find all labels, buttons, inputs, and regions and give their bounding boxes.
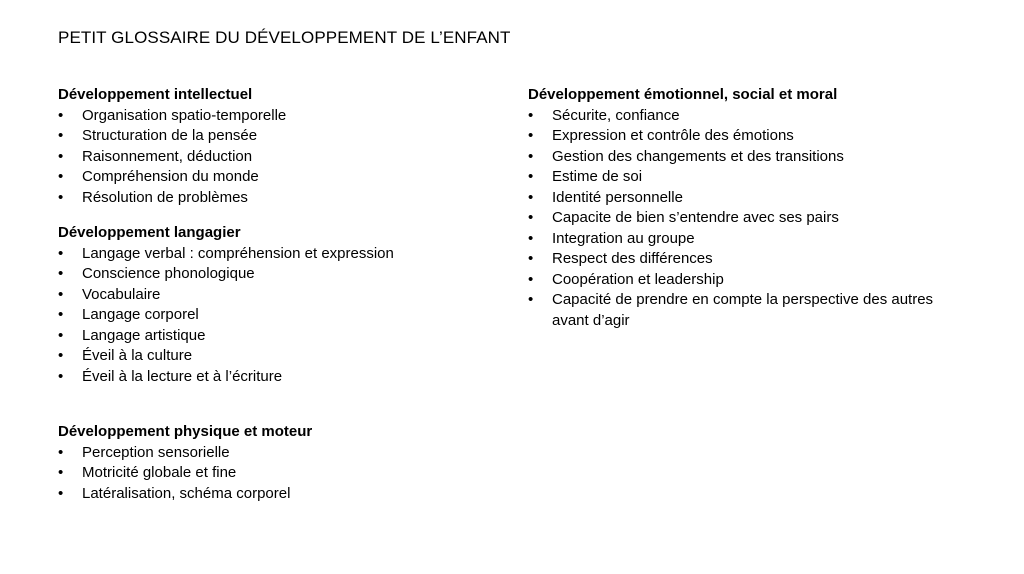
list-item-text: Organisation spatio-temporelle <box>82 106 287 124</box>
bullet-icon: • <box>58 147 64 165</box>
list-item-text: Structuration de la pensée <box>82 127 258 144</box>
bullet-icon: • <box>58 168 64 185</box>
list-item-text: Langage artistique <box>82 326 206 344</box>
list-item-text: Identité personnelle <box>552 188 683 206</box>
list-item <box>58 326 498 347</box>
list-item-text: Capacite de bien s’entendre avec ses pairs <box>552 209 839 226</box>
bullet-icon: • <box>528 291 534 308</box>
list-item <box>528 167 968 188</box>
page-title: PETIT GLOSSAIRE DU DÉVELOPPEMENT DE L’ENFANT <box>58 28 511 47</box>
bullet-icon: • <box>528 188 534 206</box>
bullet-icon: • <box>58 443 64 461</box>
list-item <box>58 106 498 127</box>
bullet-icon: • <box>58 484 64 502</box>
bullet-icon: • <box>528 209 534 226</box>
list-item-text: Motricité globale et fine <box>82 464 237 481</box>
list-item-text: Gestion des changements et des transitions <box>552 147 844 165</box>
list-item-text: Langage verbal : compréhension et expression <box>82 244 394 262</box>
list-item <box>528 106 968 127</box>
bullet-icon: • <box>528 270 534 288</box>
list-item-text: Integration au groupe <box>552 229 695 247</box>
bullet-icon: • <box>58 265 64 282</box>
section-intellectuel <box>58 85 498 208</box>
list-item-text: Compréhension du monde <box>82 168 259 185</box>
section-physique <box>58 422 498 504</box>
bullet-icon: • <box>528 106 534 124</box>
list-item-text: Conscience phonologique <box>82 265 255 282</box>
list-item-text: Langage corporel <box>82 306 199 323</box>
bullet-icon: • <box>58 188 64 206</box>
list-item <box>58 167 498 188</box>
bullet-icon: • <box>58 127 64 144</box>
bullet-icon: • <box>58 306 64 323</box>
list-item <box>528 126 968 147</box>
list-item-text: Vocabulaire <box>82 285 161 303</box>
list-item-text: Sécurite, confiance <box>552 106 680 124</box>
bullet-list <box>58 244 498 388</box>
bullet-list <box>58 106 498 209</box>
bullet-icon: • <box>528 250 534 267</box>
list-item <box>528 229 968 250</box>
bullet-icon: • <box>58 326 64 344</box>
list-item <box>528 270 968 291</box>
bullet-icon: • <box>58 285 64 303</box>
list-item <box>58 367 498 388</box>
bullet-icon: • <box>528 127 534 144</box>
section-heading: Développement intellectuel <box>58 86 253 103</box>
bullet-icon: • <box>528 147 534 165</box>
bullet-icon: • <box>528 168 534 185</box>
list-item <box>58 346 498 367</box>
list-item-text: Perception sensorielle <box>82 443 230 461</box>
section-langagier <box>58 223 498 387</box>
list-item-text: Respect des différences <box>552 250 713 267</box>
list-item <box>528 188 968 209</box>
bullet-icon: • <box>528 229 534 247</box>
list-item <box>58 305 498 326</box>
list-item <box>58 188 498 209</box>
list-item <box>58 443 498 464</box>
list-item <box>58 147 498 168</box>
bullet-icon: • <box>58 464 64 481</box>
section-heading: Développement langagier <box>58 224 241 241</box>
right-column <box>528 85 968 331</box>
bullet-icon: • <box>58 106 64 124</box>
list-item <box>58 126 498 147</box>
section-emotionnel <box>528 85 968 331</box>
bullet-icon: • <box>58 347 64 364</box>
bullet-icon: • <box>58 367 64 385</box>
list-item-text: Résolution de problèmes <box>82 188 248 206</box>
list-item-text: Estime de soi <box>552 168 643 185</box>
bullet-list <box>528 106 968 332</box>
list-item <box>528 208 968 229</box>
list-item-text: Éveil à la culture <box>82 347 193 364</box>
section-heading: Développement émotionnel, social et moral <box>528 86 838 103</box>
left-column <box>58 85 498 504</box>
bullet-icon: • <box>58 244 64 262</box>
list-item <box>58 484 498 505</box>
list-item-text: Capacité de prendre en compte la perspective des autres avant d’agir <box>552 291 934 329</box>
list-item-text: Expression et contrôle des émotions <box>552 127 794 144</box>
list-item <box>58 285 498 306</box>
list-item-text: Latéralisation, schéma corporel <box>82 484 291 502</box>
list-item <box>528 147 968 168</box>
bullet-list <box>58 443 498 505</box>
list-item-text: Éveil à la lecture et à l’écriture <box>82 367 283 385</box>
list-item-text: Coopération et leadership <box>552 270 724 288</box>
list-item-text: Raisonnement, déduction <box>82 147 253 165</box>
list-item <box>58 264 498 285</box>
list-item <box>528 249 968 270</box>
list-item <box>58 244 498 265</box>
list-item <box>528 290 968 331</box>
section-heading: Développement physique et moteur <box>58 423 313 440</box>
list-item <box>58 463 498 484</box>
